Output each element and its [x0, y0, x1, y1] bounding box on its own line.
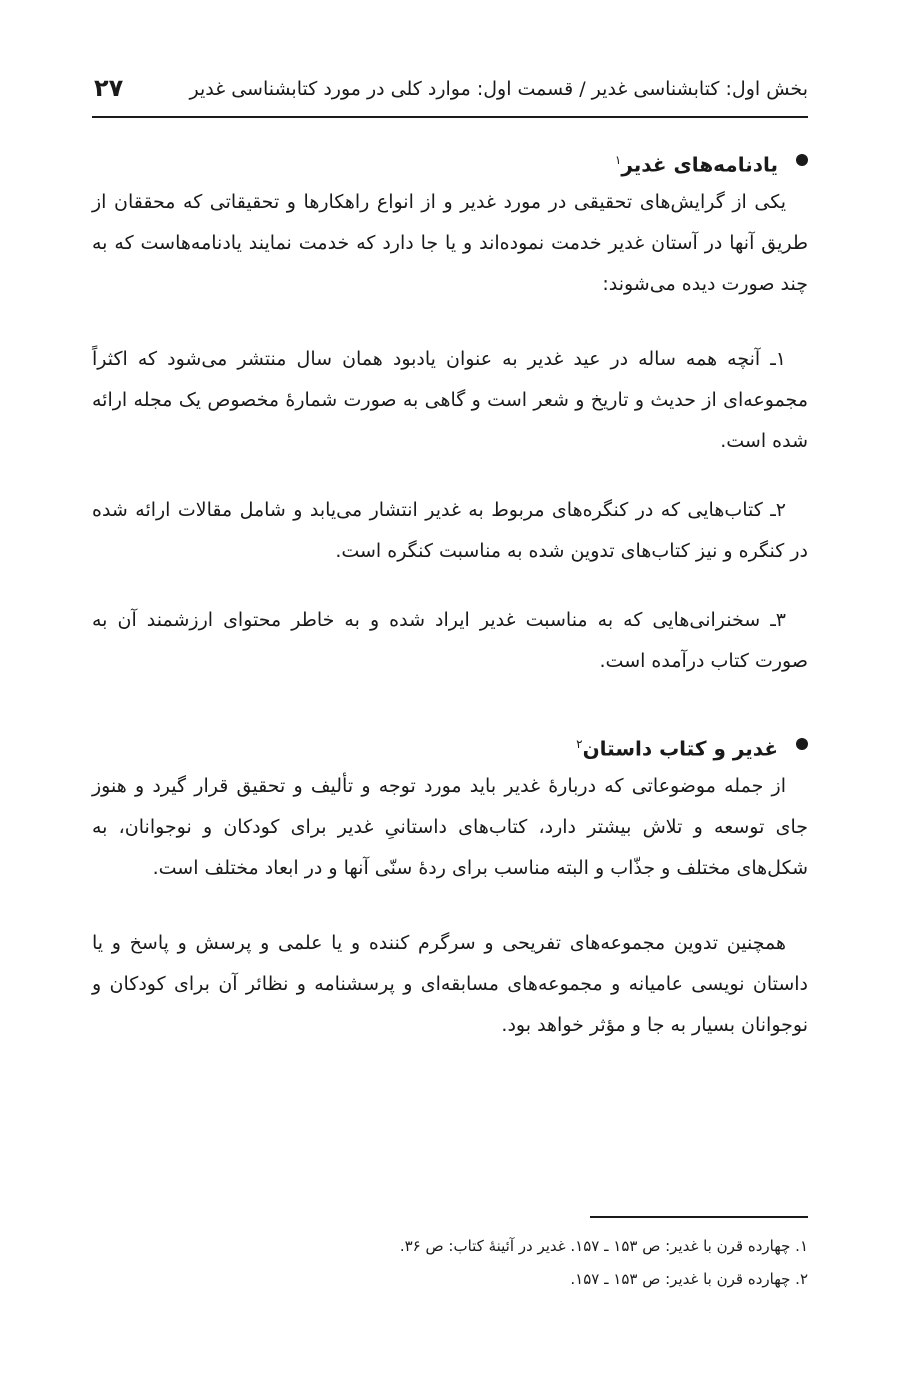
footnote-ref-2: ۲: [576, 737, 583, 751]
bullet-icon: [796, 738, 808, 750]
section-heading-text: غدیر و کتاب داستان: [582, 736, 778, 761]
footnote-ref-1: ۱: [614, 153, 622, 167]
running-head: بخش اول: کتابشناسی غدیر / قسمت اول: موارد کلی در مورد کتابشناسی غدیر: [189, 78, 808, 100]
footnote-2: ۲. چهارده قرن با غدیر: ص ۱۵۳ ـ ۱۵۷.: [570, 1270, 808, 1288]
list-item-1: ۱ـ آنچه همه ساله در عید غدیر به عنوان یادبود همان سال منتشر می‌شود که اکثراً مجموعه‌ای از حدیث و تاریخ و شعر است و گاهی به صورت شمارهٔ مخصوص یک مجله ارائه شده است.: [92, 348, 808, 452]
list-item-3: ۳ـ سخنرانی‌هایی که به مناسبت غدیر ایراد شده و به خاطر محتوای ارزشمند آن به صورت کتاب درآمده است.: [92, 609, 808, 672]
body-paragraph-2: همچنین تدوین مجموعه‌های تفریحی و سرگرم کننده و یا علمی و پرسش و پاسخ و یا داستان نویسی عامیانه و مجموعه‌های مسابقه‌ای و پرسشنامه و نظائر آن برای کودکان و نوجوانان بسیار به جا و مؤثر خواهد بود.: [92, 932, 808, 1036]
footnotes: [92, 1230, 808, 1296]
body-paragraph-1: از جمله موضوعاتی که دربارهٔ غدیر باید مورد توجه و تألیف و تحقیق قرار گیرد و هنوز جای توسعه و تلاش بیشتر دارد، کتاب‌های داستانیِ غدیر برای کودکان و نوجوانان، به شکل‌های مختلف و جذّاب و البته مناسب برای ردهٔ سنّی آنها و در ابعاد مختلف است.: [92, 775, 808, 879]
bullet-icon: [796, 154, 808, 166]
section-heading-text: یادنامه‌های غدیر: [621, 152, 778, 177]
list-item-2: ۲ـ کتاب‌هایی که در کنگره‌های مربوط به غدیر انتشار می‌یابد و شامل مقالات ارائه شده در کنگره و نیز کتاب‌های تدوین شده به مناسبت کنگره است.: [92, 499, 808, 562]
page-number: ۲۷: [94, 74, 124, 102]
section-heading-stories: [92, 722, 808, 766]
page-body: [92, 138, 808, 1046]
section-heading-memorials: [92, 138, 808, 182]
footnote-divider: [590, 1216, 808, 1218]
page-header: [92, 70, 808, 118]
footnote-1: ۱. چهارده قرن با غدیر: ص ۱۵۳ ـ ۱۵۷. غدیر در آئینهٔ کتاب: ص ۳۶.: [399, 1237, 808, 1255]
section-intro-paragraph: یکی از گرایش‌های تحقیقی در مورد غدیر و از انواع راهکارها و تحقیقاتی که محققان از طریق آنها در آستان غدیر خدمت نموده‌اند و یا جا دارد که خدمت نمایند یادنامه‌هاست که به چند صورت دیده می‌شوند:: [92, 191, 808, 295]
